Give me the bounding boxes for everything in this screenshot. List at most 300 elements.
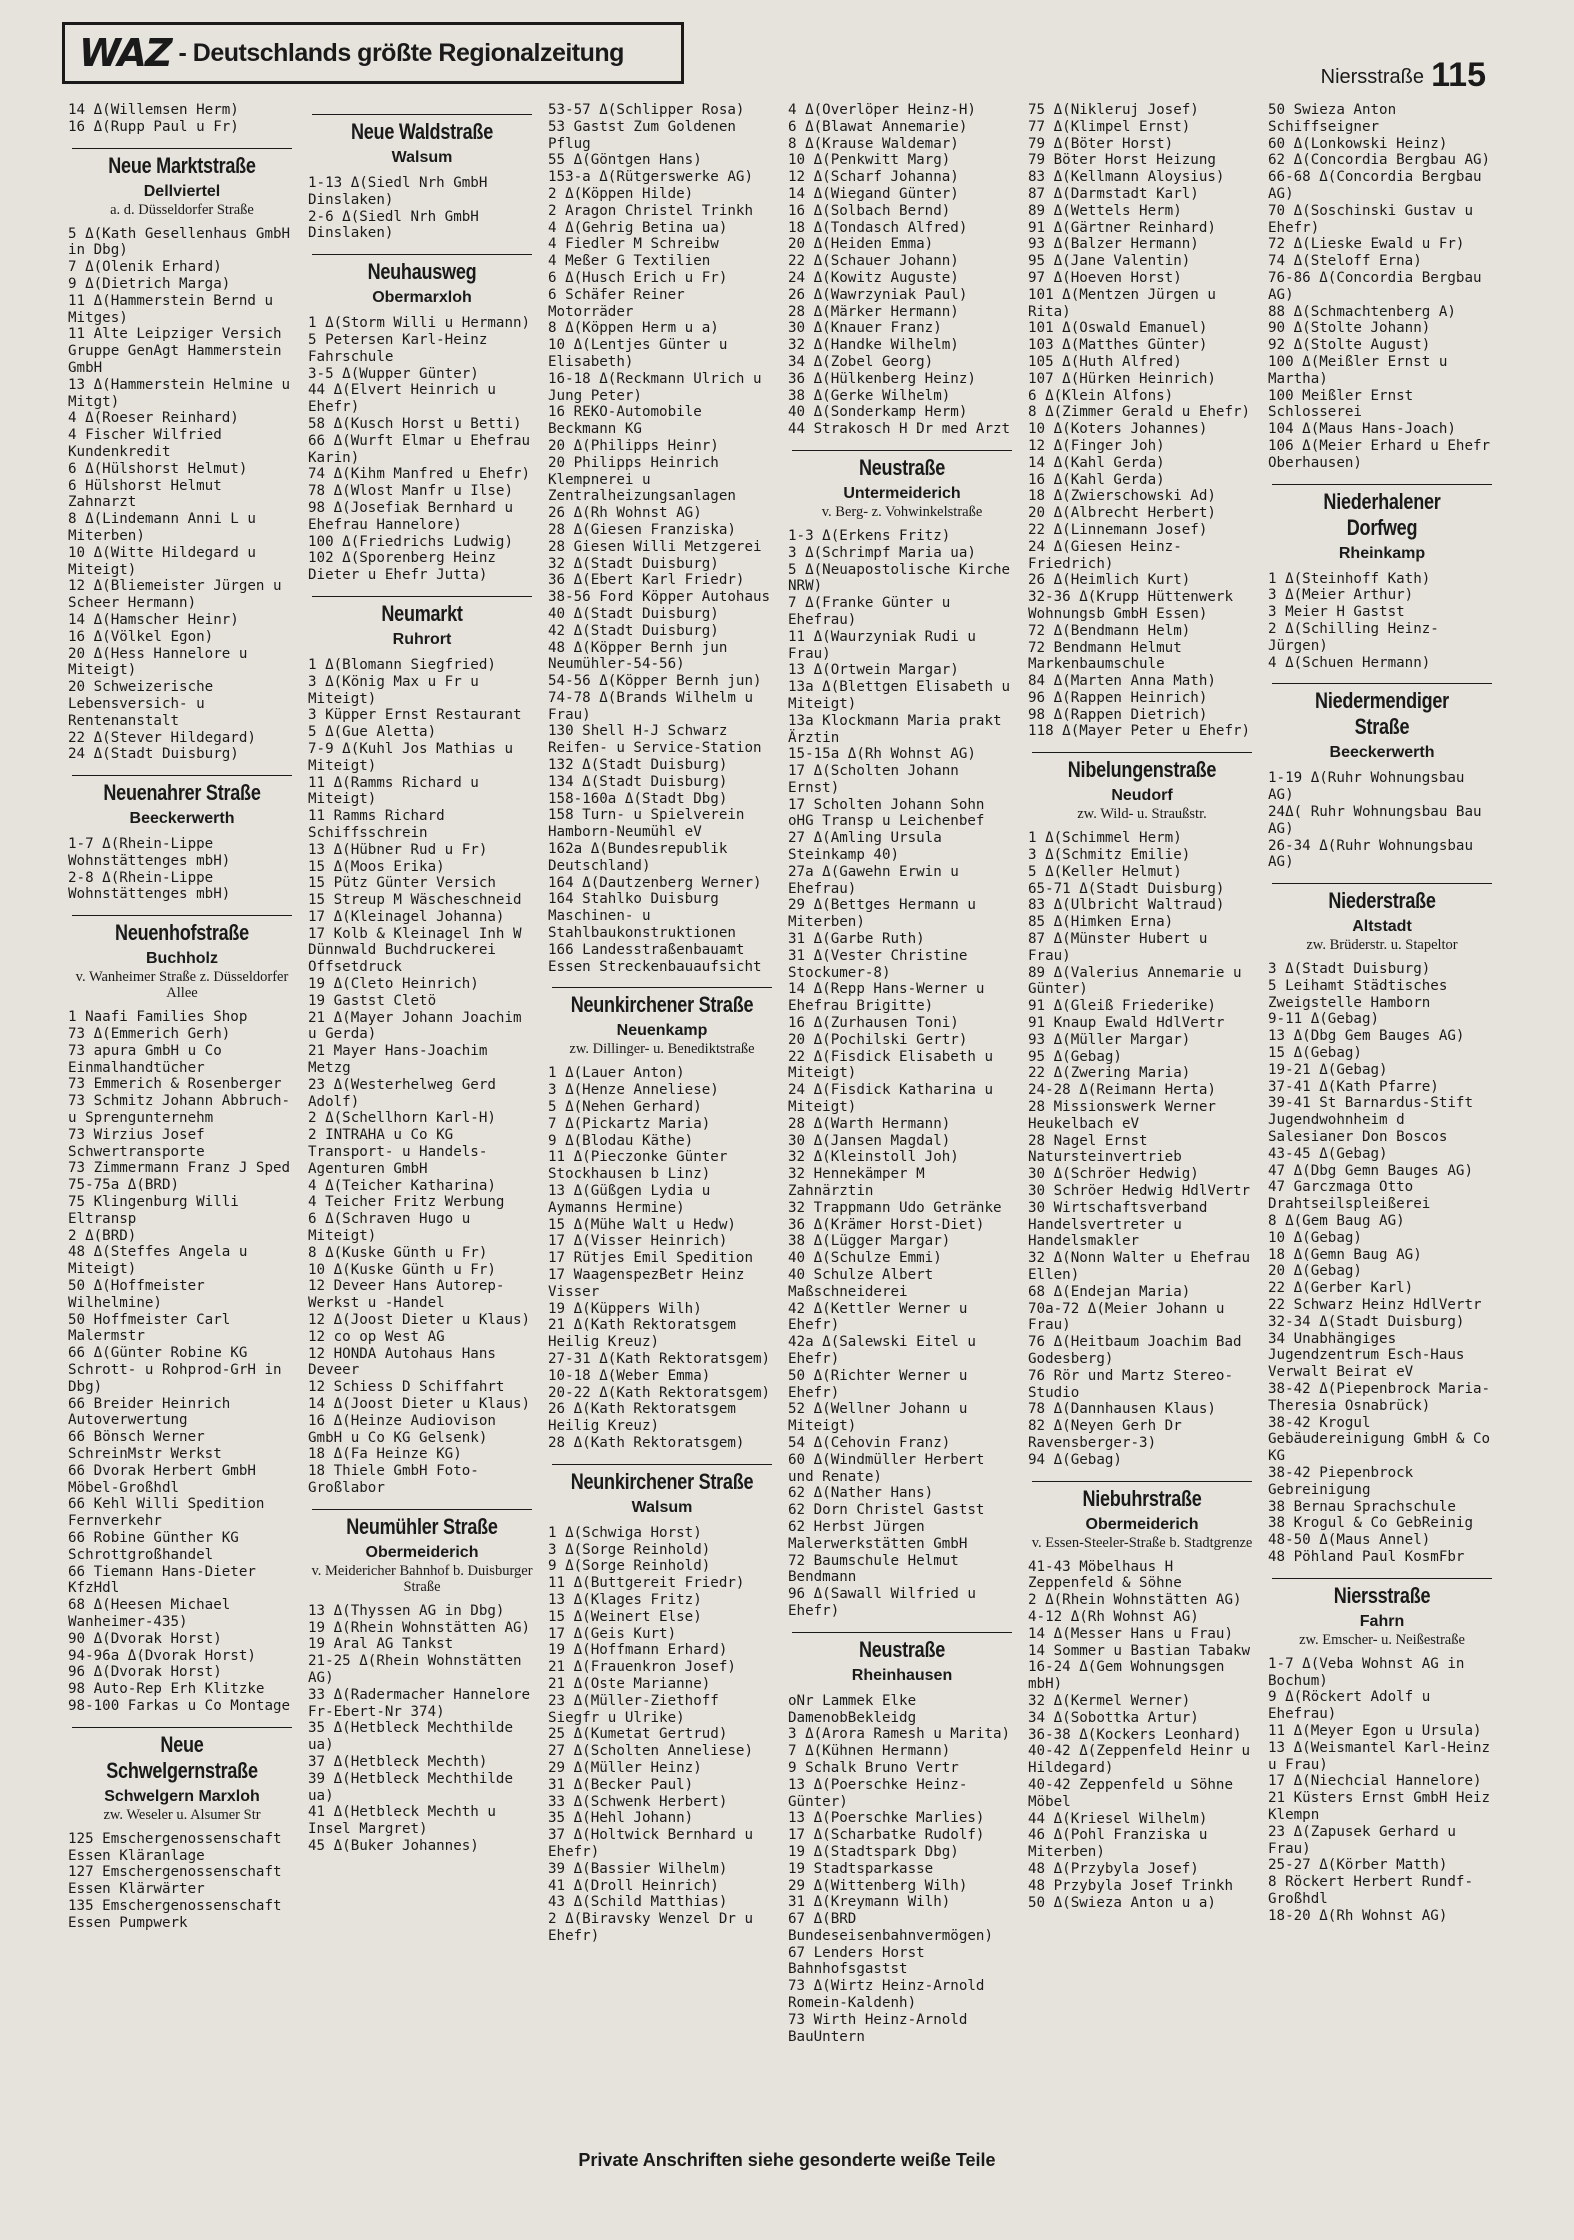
directory-entry: 9 Δ(Sorge Reinhold) [548, 1558, 711, 1575]
directory-entry: 34 Δ(Sobottka Artur) [1028, 1709, 1199, 1726]
street-district: Schwelgern Marxloh [104, 1787, 260, 1805]
street-section-header [1268, 484, 1496, 563]
street-name: Neunkirchener Straße [570, 992, 754, 1018]
directory-entry: 67 Δ(BRD Bundeseisenbahnvermögen) [788, 1911, 993, 1944]
directory-entry: 30 Δ(Jansen Magdal) [788, 1132, 951, 1149]
directory-entry: 7 Δ(Olenik Erhard) [68, 259, 222, 276]
directory-entry: 95 Δ(Jane Valentin) [1028, 253, 1191, 270]
directory-entry: 10 Δ(Penkwitt Marg) [788, 152, 951, 169]
directory-entry: 22 Δ(Zwering Maria) [1028, 1065, 1191, 1082]
directory-entry: 24-28 Δ(Reimann Herta) [1028, 1082, 1216, 1099]
masthead-box [62, 22, 684, 84]
directory-entry: 53-57 Δ(Schlipper Rosa) [548, 102, 745, 118]
directory-entry: 41 Δ(Droll Heinrich) [548, 1877, 719, 1894]
directory-entry: 28 Nagel Ernst Natursteinvertrieb [1028, 1132, 1182, 1166]
directory-entry: 72 Baumschule Helmut Bendmann [788, 1552, 968, 1586]
directory-entry: 40 Δ(Stadt Duisburg) [548, 605, 719, 622]
directory-entry: 98 Δ(Josefiak Bernhard u Ehefrau Hannelore) [308, 499, 522, 533]
directory-entry: 98 Auto-Rep Erh Klitzke [68, 1681, 265, 1698]
directory-entry: 96 Δ(Dvorak Horst) [68, 1664, 222, 1681]
directory-entry: 94 Δ(Gebag) [1028, 1451, 1122, 1468]
directory-entry: 17 Kolb & Kleinagel Inh W Dünnwald Buchdruckerei Offsetdruck [308, 925, 531, 976]
directory-entry: 18 Δ(Gemn Baug AG) [1268, 1246, 1422, 1263]
directory-entry: 1-7 Δ(Rhein-Lippe Wohnstättenges mbH) [68, 836, 231, 869]
street-extent-note: v. Essen-Steeler-Straße b. Stadtgrenze [1031, 1534, 1253, 1551]
directory-entry: 4-12 Δ(Rh Wohnst AG) [1028, 1608, 1199, 1625]
street-name: Niederstraße [1328, 888, 1436, 914]
directory-entry: 76-86 Δ(Concordia Bergbau AG) [1268, 269, 1491, 303]
section-rule [72, 1727, 292, 1728]
directory-entry: 43 Δ(Schild Matthias) [548, 1894, 728, 1911]
directory-entry: 88 Δ(Schmachtenberg A) [1268, 303, 1456, 320]
street-name: Neuhausweg [367, 259, 477, 285]
street-district: Ruhrort [392, 630, 452, 648]
directory-entry: 50 Δ(Richter Werner u Ehefr) [788, 1367, 976, 1401]
directory-entry: 70a-72 Δ(Meier Johann u Frau) [1028, 1300, 1234, 1334]
directory-entry: 17 WaagenspezBetr Heinz Visser [548, 1267, 754, 1300]
directory-entry: 44 Δ(Kriesel Wilhelm) [1028, 1810, 1208, 1827]
section-rule [792, 450, 1012, 451]
street-district: Untermeiderich [843, 484, 961, 502]
directory-entry: 70 Δ(Soschinski Gustav u Ehefr) [1268, 202, 1482, 236]
directory-entry: 8 Δ(Kuske Günth u Fr) [308, 1244, 488, 1261]
directory-entry: 73 Schmitz Johann Abbruch- u Sprengunternehm [68, 1093, 299, 1127]
directory-entry: 16 Δ(Rupp Paul u Fr) [68, 118, 239, 135]
directory-entry: 73 Δ(Wirtz Heinz-Arnold Romein-Kaldenh) [788, 1978, 994, 2012]
directory-entry: 5 Δ(Nehen Gerhard) [548, 1099, 702, 1116]
directory-entry: 17 Δ(Visser Heinrich) [548, 1233, 728, 1250]
directory-entry: 73 apura GmbH u Co Einmalhandtücher [68, 1042, 231, 1076]
directory-entry: 66 Bönsch Werner SchreinMstr Werkst [68, 1429, 222, 1462]
directory-entry: 66 Tiemann Hans-Dieter KfzHdl [68, 1563, 265, 1597]
street-name: Niedermendiger Straße [1315, 688, 1449, 740]
directory-entry: 6 Δ(Schraven Hugo u Miteigt) [308, 1211, 479, 1245]
directory-entry: 13a Δ(Blettgen Elisabeth u Miteigt) [788, 679, 1019, 712]
directory-entry: 38-42 Piepenbrock Gebreinigung [1268, 1465, 1422, 1498]
directory-entry: 20 Δ(Hess Hannelore u Miteigt) [68, 645, 256, 679]
directory-entry: 8 Röckert Herbert Rundf-Großhdl [1268, 1874, 1473, 1907]
directory-entry: 16 Δ(Zurhausen Toni) [788, 1015, 959, 1032]
directory-entry: 26 Δ(Kath Rektoratsgem Heilig Kreuz) [548, 1401, 745, 1435]
street-section-header [548, 1464, 776, 1517]
directory-entry: 72 Δ(Bendmann Helm) [1028, 622, 1191, 639]
directory-entry: 44 Strakosch H Dr med Arzt [788, 421, 1011, 438]
directory-entry: 107 Δ(Hürken Heinrich) [1028, 370, 1216, 387]
running-head-street: Niersstraße [1320, 66, 1424, 88]
page-number: 115 [1431, 56, 1486, 94]
section-rule [312, 114, 532, 115]
directory-entry: 9 Δ(Blodau Käthe) [548, 1132, 694, 1149]
directory-entry: 17 Δ(Geis Kurt) [548, 1625, 677, 1642]
directory-entry: 36 Δ(Hülkenberg Heinz) [788, 370, 976, 387]
directory-entry: 85 Δ(Himken Erna) [1028, 914, 1174, 931]
directory-entry: 32 Δ(Kermel Werner) [1028, 1692, 1191, 1709]
directory-entry: 47 Δ(Dbg Gemn Bauges AG) [1268, 1162, 1473, 1179]
directory-entry: 164 Δ(Dautzenberg Werner) [548, 874, 762, 891]
directory-entry: 3 Δ(Schmitz Emilie) [1028, 847, 1191, 864]
directory-entry: 15 Δ(Moos Erika) [308, 858, 445, 875]
street-district: Beeckerwerth [129, 810, 235, 828]
directory-entry: 13 Δ(Dbg Gem Bauges AG) [1268, 1028, 1465, 1045]
directory-entry: 3 Meier H Gastst [1268, 604, 1405, 621]
directory-entry: 21 Küsters Ernst GmbH Heiz Klempn [1268, 1790, 1499, 1823]
directory-entry: 32 Δ(Handke Wilhelm) [788, 337, 959, 354]
directory-entry: 14 Δ(Hamscher Heinr) [68, 611, 239, 628]
directory-entry: 1 Naafi Families Shop [68, 1009, 248, 1026]
directory-entry: 29 Δ(Bettges Hermann u Miterben) [788, 897, 985, 931]
street-section-header [308, 596, 536, 649]
section-rule [72, 915, 292, 916]
directory-entry: 16-24 Δ(Gem Wohnungsgen mbH) [1028, 1659, 1234, 1693]
directory-entry: 30 Schröer Hedwig HdlVertr [1028, 1183, 1251, 1200]
directory-entry: 93 Δ(Balzer Hermann) [1028, 236, 1199, 253]
street-name: Neue Schwelgernstraße [106, 1731, 258, 1783]
directory-entry: 30 Wirtschaftsverband Handelsvertreter u Handelsmakler [1028, 1199, 1216, 1250]
street-district: Buchholz [146, 950, 218, 968]
street-section-header [68, 1727, 296, 1823]
directory-entry: 10 Δ(Gebag) [1268, 1229, 1362, 1246]
street-district: Altstadt [1352, 918, 1412, 936]
directory-entry: 16 REKO-Automobile Beckmann KG [548, 404, 711, 438]
directory-entry: 90 Δ(Dvorak Horst) [68, 1630, 222, 1647]
directory-entry: 50 Hoffmeister Carl Malermstr [68, 1311, 239, 1345]
directory-entry: 50 Δ(Swieza Anton u a) [1028, 1894, 1216, 1911]
directory-entry: 158 Turn- u Spielverein Hamborn-Neumühl eV [548, 807, 754, 841]
directory-entry: 28 Δ(Giesen Franziska) [548, 521, 736, 538]
street-extent-note: v. Wanheimer Straße z. Düsseldorfer Allee [75, 969, 289, 1002]
directory-entry: 36 Δ(Ebert Karl Friedr) [548, 572, 745, 589]
directory-entry: 15 Δ(Weinert Else) [548, 1608, 702, 1625]
directory-entry: 40 Δ(Sonderkamp Herm) [788, 404, 968, 421]
street-section-header [1268, 683, 1496, 762]
directory-entry: 1-13 Δ(Siedl Nrh GmbH Dinslaken) [308, 175, 496, 208]
directory-entry: 2 Δ(Köppen Hilde) [548, 185, 694, 202]
directory-entry: 6 Δ(Blawat Annemarie) [788, 118, 968, 135]
street-section-header [788, 1632, 1016, 1685]
directory-entry: 32 Hennekämper M Zahnärztin [788, 1166, 934, 1200]
directory-entry: 79 Böter Horst Heizung [1028, 152, 1216, 169]
directory-entry: 20 Δ(Albrecht Herbert) [1028, 505, 1216, 522]
directory-entry: 47 Garczmaga Otto Drahtseilspleißerei [1268, 1179, 1431, 1213]
directory-entry: 17 Δ(Scharbatke Rudolf) [788, 1827, 985, 1844]
directory-entry: 2-6 Δ(Siedl Nrh GmbH Dinslaken) [308, 208, 488, 242]
directory-entry: 37-41 Δ(Kath Pfarre) [1268, 1078, 1439, 1095]
directory-entry: 54 Δ(Cehovin Franz) [788, 1434, 951, 1451]
directory-entry: 28 Giesen Willi Metzgerei [548, 538, 762, 555]
directory-entry: 19 Δ(Hoffmann Erhard) [548, 1642, 728, 1659]
directory-entry: 43-45 Δ(Gebag) [1268, 1145, 1388, 1162]
directory-entry: 41-43 Möbelhaus H Zeppenfeld & Söhne [1028, 1558, 1182, 1592]
street-name: Niederhalener Dorfweg [1323, 488, 1441, 540]
directory-entry: 33 Δ(Radermacher Hannelore Fr-Ebert-Nr 374) [308, 1686, 539, 1720]
directory-entry: 29 Δ(Wittenberg Wilh) [788, 1877, 968, 1894]
street-section-header [308, 1509, 536, 1595]
directory-entry: 104 Δ(Maus Hans-Joach) [1268, 421, 1456, 438]
street-name: Neunkirchener Straße [570, 1468, 754, 1494]
directory-entry: 38 Δ(Lügger Margar) [788, 1233, 951, 1250]
directory-entry: 16 Δ(Völkel Egon) [68, 628, 214, 645]
directory-entry: 58 Δ(Kusch Horst u Betti) [308, 415, 522, 432]
directory-entry: 26 Δ(Wawrzyniak Paul) [788, 286, 968, 303]
street-extent-note: a. d. Düsseldorfer Straße [110, 201, 254, 218]
directory-entry: 19 Gastst Cletö [308, 992, 437, 1009]
directory-entry: 1-7 Δ(Veba Wohnst AG in Bochum) [1268, 1655, 1474, 1689]
directory-entry: 162a Δ(Bundesrepublik Deutschland) [548, 841, 736, 874]
waz-logo: WAZ [79, 31, 171, 75]
directory-entry: 16-18 Δ(Reckmann Ulrich u Jung Peter) [548, 370, 771, 404]
directory-entry: 55 Δ(Göntgen Hans) [548, 152, 702, 169]
directory-entry: 22 Δ(Fisdick Elisabeth u Miteigt) [788, 1048, 1002, 1082]
directory-entry: 5 Δ(Kath Gesellenhaus GmbH in Dbg) [68, 225, 299, 259]
directory-entry: 66 Dvorak Herbert GmbH Möbel-Großhdl [68, 1462, 265, 1496]
directory-entry: 4 Teicher Fritz Werbung [308, 1194, 505, 1211]
directory-entry: 82 Δ(Neyen Gerh Dr Ravensberger-3) [1028, 1418, 1191, 1451]
street-name: Niersstraße [1333, 1582, 1431, 1608]
directory-entry: 68 Δ(Heesen Michael Wanheimer-435) [68, 1597, 239, 1630]
directory-entry: 20 Δ(Gebag) [1268, 1263, 1362, 1280]
directory-entry: 48 Δ(Steffes Angela u Miteigt) [68, 1244, 256, 1278]
directory-entry: 28 Δ(Märker Hermann) [788, 303, 959, 320]
directory-entry: 15 Streup M Wäscheschneid [308, 892, 522, 909]
directory-entry: 68 Δ(Endejan Maria) [1028, 1283, 1191, 1300]
directory-entry: 32-36 Δ(Krupp Hüttenwerk Wohnungsb GmbH Essen) [1028, 589, 1242, 622]
directory-entry: 38 Bernau Sprachschule [1268, 1498, 1456, 1515]
directory-entry: 40-42 Zeppenfeld u Söhne Möbel [1028, 1776, 1242, 1810]
directory-entry: 18 Δ(Fa Heinze KG) [308, 1446, 462, 1463]
directory-entry: 10 Δ(Koters Johannes) [1028, 421, 1208, 438]
street-extent-note: zw. Weseler u. Alsumer Str [103, 1806, 261, 1823]
directory-entry: 38-56 Ford Köpper Autohaus [548, 589, 771, 606]
directory-entry: 2-8 Δ(Rhein-Lippe Wohnstättenges mbH) [68, 869, 231, 903]
section-rule [312, 1509, 532, 1510]
directory-entry: 31 Δ(Kreymann Wilh) [788, 1894, 951, 1911]
street-district: Obermarxloh [372, 289, 472, 307]
directory-entry: 48 Przybyla Josef Trinkh [1028, 1877, 1233, 1894]
directory-entry: 9 Δ(Dietrich Marga) [68, 275, 231, 292]
directory-entry: 1-3 Δ(Erkens Fritz) [788, 527, 951, 544]
directory-entry: 127 Emschergenossenschaft Essen Klärwärter [68, 1864, 291, 1898]
directory-entry: 1 Δ(Storm Willi u Hermann) [308, 315, 531, 332]
directory-entry: 14 Δ(Kahl Gerda) [1028, 454, 1165, 471]
directory-entry: 48 Δ(Przybyla Josef) [1028, 1860, 1199, 1877]
directory-entry: 40 Schulze Albert Maßschneiderei [788, 1267, 942, 1300]
directory-entry: 19 Δ(Stadtspark Dbg) [788, 1843, 959, 1860]
street-extent-note: zw. Emscher- u. Neißestraße [1299, 1631, 1465, 1648]
directory-entry: 12 Δ(Bliemeister Jürgen u Scheer Hermann) [68, 578, 291, 612]
directory-entry: 91 Δ(Gleiß Friederike) [1028, 998, 1216, 1015]
directory-entry: 24 Δ(Fisdick Katharina u Miteigt) [788, 1082, 1002, 1116]
directory-entry: 118 Δ(Mayer Peter u Ehefr) [1028, 723, 1251, 740]
directory-entry: 22 Δ(Gerber Karl) [1268, 1280, 1414, 1297]
street-name: Neustraße [858, 454, 946, 480]
directory-entry: 21-25 Δ(Rhein Wohnstätten AG) [308, 1653, 531, 1686]
directory-entry: 60 Δ(Lonkowski Heinz) [1268, 135, 1448, 152]
directory-entry: 14 Δ(Messer Hans u Frau) [1028, 1625, 1233, 1642]
street-extent-note: zw. Dillinger- u. Benediktstraße [569, 1041, 755, 1058]
section-rule [1272, 683, 1492, 684]
directory-entry: 34 Δ(Zobel Georg) [788, 353, 934, 370]
directory-entry: 20-22 Δ(Kath Rektoratsgem) [548, 1384, 771, 1401]
directory-entry: 52 Δ(Wellner Johann u Miteigt) [788, 1401, 976, 1435]
directory-entry: 62 Dorn Christel Gastst [788, 1502, 985, 1519]
directory-entry: 87 Δ(Münster Hubert u Frau) [1028, 931, 1216, 964]
section-rule [552, 1464, 772, 1465]
directory-entry: 97 Δ(Hoeven Horst) [1028, 269, 1182, 286]
directory-entry: 3 Δ(Meier Arthur) [1268, 587, 1414, 604]
directory-entry: 22 Δ(Stever Hildegard) [68, 729, 256, 746]
directory-entry: 62 Δ(Concordia Bergbau AG) [1268, 152, 1491, 169]
directory-entry: 13 Δ(Klages Fritz) [548, 1591, 702, 1608]
directory-entry: 153-a Δ(Rütgerswerke AG) [548, 169, 753, 186]
directory-entry: 7-9 Δ(Kuhl Jos Mathias u Miteigt) [308, 740, 522, 774]
directory-entry: 20 Schweizerische Lebensversich- u Rentenanstalt [68, 679, 222, 729]
directory-entry: 9-11 Δ(Gebag) [1268, 1011, 1380, 1028]
street-extent-note: zw. Brüderstr. u. Stapeltor [1306, 937, 1458, 954]
directory-entry: 98 Δ(Rappen Dietrich) [1028, 706, 1208, 723]
directory-entry: 50 Δ(Hoffmeister Wilhelmine) [68, 1278, 214, 1311]
directory-entry: 12 Deveer Hans Autorep-Werkst u -Handel [308, 1278, 505, 1312]
directory-entry: 77 Δ(Klimpel Ernst) [1028, 118, 1191, 135]
directory-entry: 134 Δ(Stadt Duisburg) [548, 773, 728, 790]
directory-column [62, 102, 302, 2142]
directory-entry: 2 Δ(Schellhorn Karl-H) [308, 1110, 496, 1127]
directory-entry: 7 Δ(Franke Günter u Ehefrau) [788, 595, 959, 628]
directory-entry: 8 Δ(Köppen Herm u a) [548, 320, 719, 337]
street-section-header [1028, 1481, 1256, 1551]
directory-entry: 75 Klingenburg Willi Eltransp [68, 1194, 248, 1227]
directory-entry: 4 Δ(Roeser Reinhard) [68, 410, 239, 427]
directory-entry: 35 Δ(Hehl Johann) [548, 1810, 694, 1827]
directory-column [782, 102, 1022, 2142]
directory-entry: 102 Δ(Sporenberg Heinz Dieter u Ehefr Jutta) [308, 550, 505, 584]
street-name: Neumarkt [381, 600, 463, 626]
street-district: Rheinkamp [1338, 544, 1426, 562]
directory-entry: 1 Δ(Schimmel Herm) [1028, 830, 1182, 847]
street-extent-note: v. Berg- z. Vohwinkelstraße [821, 503, 983, 520]
directory-entry: 10 Δ(Kuske Günth u Fr) [308, 1261, 496, 1278]
directory-entry: 27 Δ(Scholten Anneliese) [548, 1743, 753, 1760]
directory-entry: 13 Δ(Weismantel Karl-Heinz u Frau) [1268, 1739, 1499, 1773]
directory-entry: 28 Missionswerk Werner Heukelbach eV [1028, 1099, 1225, 1132]
section-rule [792, 1632, 1012, 1633]
directory-entry: 19 Δ(Cleto Heinrich) [308, 976, 479, 993]
directory-entry: 8 Δ(Lindemann Anni L u Miterben) [68, 511, 265, 544]
directory-entry: 9 Δ(Röckert Adolf u Ehefrau) [1268, 1689, 1439, 1723]
directory-entry: 13 Δ(Poerschke Heinz-Günter) [788, 1776, 968, 1810]
directory-entry: 23 Δ(Westerhelweg Gerd Adolf) [308, 1076, 505, 1110]
street-section-header [308, 114, 536, 167]
directory-entry: 66 Kehl Willi Spedition Fernverkehr [68, 1496, 274, 1530]
directory-entry: 9 Schalk Bruno Vertr [788, 1759, 959, 1776]
directory-entry: 4 Δ(Schuen Hermann) [1268, 654, 1431, 671]
directory-entry: 32 Δ(Nonn Walter u Ehefrau Ellen) [1028, 1250, 1259, 1283]
directory-entry: 66-68 Δ(Concordia Bergbau AG) [1268, 169, 1491, 202]
directory-entry: 3 Küpper Ernst Restaurant [308, 707, 522, 724]
directory-entry: 26 Δ(Heimlich Kurt) [1028, 572, 1191, 589]
street-section-header [68, 775, 296, 828]
directory-entry: 83 Δ(Kellmann Aloysius) [1028, 169, 1225, 186]
street-name: Niebuhrstraße [1082, 1485, 1202, 1511]
directory-entry: 3 Δ(Henze Anneliese) [548, 1082, 719, 1099]
directory-entry: 1 Δ(Schwiga Horst) [548, 1524, 702, 1541]
directory-entry: 65-71 Δ(Stadt Duisburg) [1028, 880, 1225, 897]
directory-entry: 73 Wirth Heinz-Arnold BauUntern [788, 2011, 976, 2045]
directory-entry: 38 Krogul & Co GebReinig [1268, 1515, 1473, 1532]
directory-entry: 39-41 St Barnardus-Stift Jugendwohnheim d Salesianer Don Boscos [1268, 1095, 1482, 1146]
directory-entry: 27a Δ(Gawehn Erwin u Ehefrau) [788, 863, 968, 897]
directory-entry: 11 Δ(Ramms Richard u Miteigt) [308, 774, 488, 808]
directory-entry: 6 Hülshorst Helmut Zahnarzt [68, 477, 231, 511]
street-district: Walsum [391, 149, 453, 166]
directory-entry: 101 Δ(Mentzen Jürgen u Rita) [1028, 286, 1225, 320]
directory-entry: 89 Δ(Valerius Annemarie u Günter) [1028, 964, 1251, 998]
directory-entry: 38-42 Δ(Piepenbrock Maria-Theresia Osnabrück) [1268, 1381, 1491, 1414]
directory-entry: 83 Δ(Ulbricht Waltraud) [1028, 897, 1225, 914]
directory-entry: 76 Δ(Heitbaum Joachim Bad Godesberg) [1028, 1334, 1251, 1367]
directory-entry: 66 Breider Heinrich Autoverwertung [68, 1395, 239, 1429]
directory-entry: 24 Δ(Stadt Duisburg) [68, 746, 239, 763]
directory-column [1022, 102, 1262, 2142]
directory-entry: 15 Pütz Günter Versich [308, 875, 496, 892]
directory-entry: 62 Herbst Jürgen Malerwerkstätten GmbH [788, 1518, 968, 1552]
directory-entry: 75 Δ(Nikleruj Josef) [1028, 102, 1199, 118]
street-district: Obermeiderich [1085, 1515, 1199, 1533]
directory-entry: 22 Schwarz Heinz HdlVertr [1268, 1297, 1482, 1314]
directory-entry: 23 Δ(Müller-Ziethoff Siegfr u Ulrike) [548, 1692, 728, 1726]
directory-entry: 5 Leihamt Städtisches Zweigstelle Hamborn [1268, 977, 1456, 1011]
directory-entry: 106 Δ(Meier Erhard u Ehefr Oberhausen) [1268, 437, 1499, 471]
directory-entry: 19 Δ(Küppers Wilh) [548, 1300, 702, 1317]
directory-entry: 20 Philipps Heinrich Klempnerei u Zentralheizungsanlagen [548, 454, 736, 505]
masthead-tagline: - Deutschlands größte Regionalzeitung [178, 38, 624, 67]
directory-entry: 36-38 Δ(Kockers Leonhard) [1028, 1726, 1242, 1743]
directory-entry: 18 Δ(Zwierschowski Ad) [1028, 488, 1216, 505]
directory-entry: 130 Shell H-J Schwarz Reifen- u Service-Station [548, 723, 762, 757]
directory-entry: 32 Δ(Stadt Duisburg) [548, 555, 719, 572]
directory-entry: 48 Δ(Köpper Bernh jun Neumühler-54-56) [548, 639, 736, 673]
directory-entry: 19-21 Δ(Gebag) [1268, 1061, 1388, 1078]
directory-entry: 3 Δ(König Max u Fr u Miteigt) [308, 673, 488, 707]
directory-entry: 62 Δ(Nather Hans) [788, 1485, 934, 1502]
directory-entry: 79 Δ(Böter Horst) [1028, 135, 1174, 152]
directory-entry: 18-20 Δ(Rh Wohnst AG) [1268, 1907, 1448, 1924]
directory-column [1262, 102, 1502, 2142]
directory-columns [62, 102, 1502, 2142]
directory-entry: 72 Bendmann Helmut Markenbaumschule [1028, 639, 1191, 673]
directory-entry: 3 Δ(Stadt Duisburg) [1268, 961, 1431, 978]
directory-entry: 3-5 Δ(Wupper Günter) [308, 365, 479, 382]
directory-entry: 16 Δ(Heinze Audiovison GmbH u Co KG Gelsenk) [308, 1412, 505, 1446]
directory-entry: 15 Δ(Mühe Walt u Hedw) [548, 1216, 736, 1233]
directory-entry: 53 Gastst Zum Goldenen Pflug [548, 118, 745, 152]
directory-entry: 6 Δ(Husch Erich u Fr) [548, 269, 728, 286]
directory-entry: 100 Δ(Meißler Ernst u Martha) [1268, 353, 1456, 387]
directory-entry: 19 Stadtsparkasse [788, 1860, 934, 1877]
directory-entry: 30 Δ(Schröer Hedwig) [1028, 1166, 1199, 1183]
directory-entry: oNr Lammek Elke DamenobBekleidg [788, 1692, 925, 1726]
directory-entry: 89 Δ(Wettels Herm) [1028, 202, 1182, 219]
directory-entry: 26-34 Δ(Ruhr Wohnungsbau AG) [1268, 837, 1482, 871]
directory-entry: 2 Δ(Biravsky Wenzel Dr u Ehefr) [548, 1911, 762, 1944]
street-district: Neuenkamp [616, 1022, 708, 1040]
directory-entry: 42 Δ(Kettler Werner u Ehefr) [788, 1300, 976, 1334]
street-district: Rheinhausen [851, 1666, 953, 1684]
directory-entry: 1 Δ(Lauer Anton) [548, 1065, 685, 1082]
directory-entry: 73 Zimmermann Franz J Sped [68, 1160, 291, 1177]
directory-entry: 8 Δ(Gem Baug AG) [1268, 1213, 1405, 1230]
directory-entry: 32 Δ(Kleinstoll Joh) [788, 1149, 959, 1166]
directory-entry: 78 Δ(Wlost Manfr u Ilse) [308, 483, 513, 500]
